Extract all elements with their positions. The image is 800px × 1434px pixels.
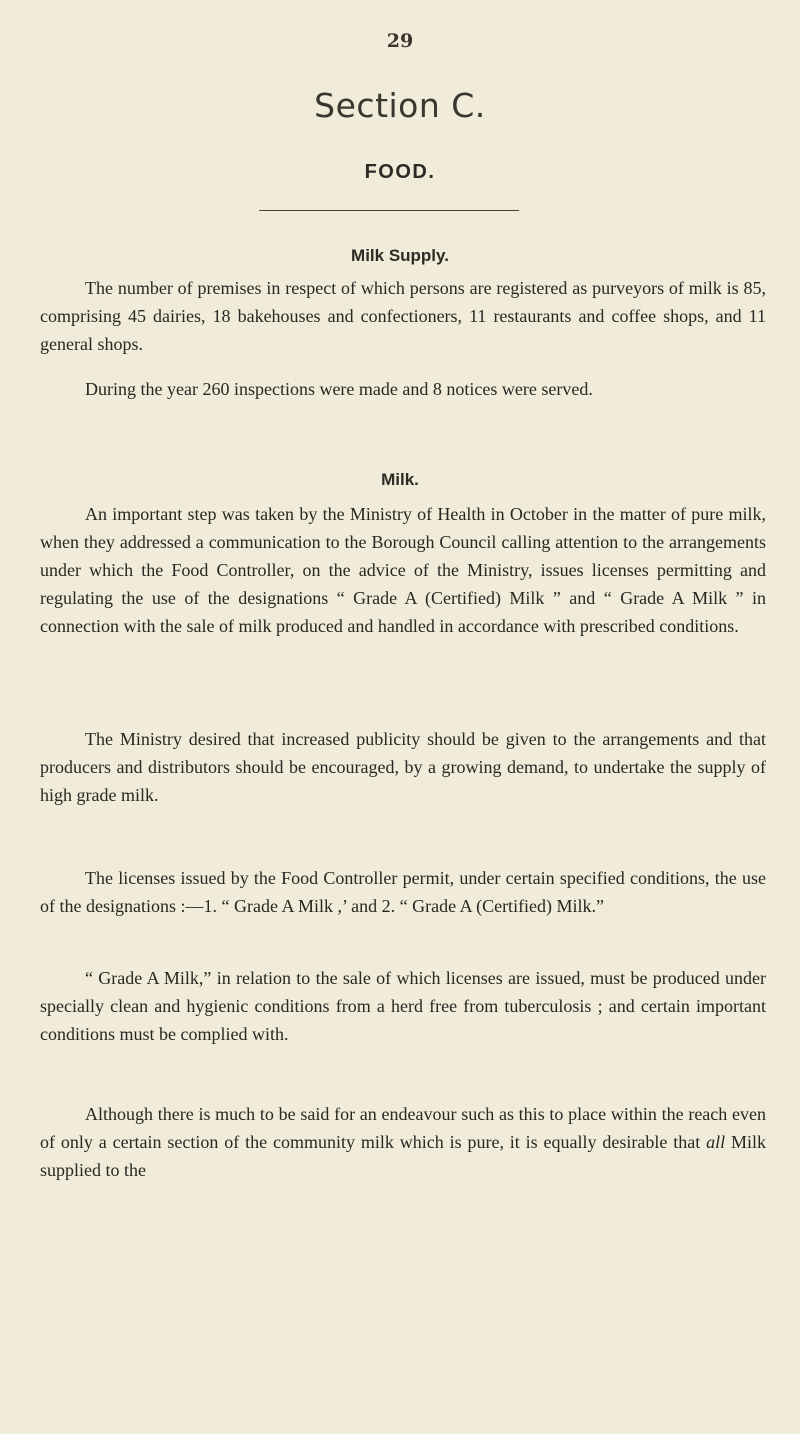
milk-paragraph-5 — [40, 1100, 766, 1184]
milk-supply-paragraph-1: The number of premises in respect of which persons are registered as purveyors of milk is 85, comprising 45 dairies, 18 bakehouses and confectioners, 11 restaurants and coffee shops, and 11 general shops. — [40, 278, 766, 354]
milk-paragraph-5-text-b: Milk supplied to the — [40, 1132, 767, 1180]
milk-supply-paragraph-2: During the year 260 inspections were made and 8 notices were served. — [85, 379, 593, 399]
section-title: Section C. — [314, 86, 486, 125]
page-number: 29 — [386, 30, 414, 52]
milk-supply-heading: Milk Supply. — [351, 246, 449, 265]
milk-paragraph-3: The licenses issued by the Food Controller permit, under certain specified conditions, the use of the designations :—1. “ Grade A Milk ,’ and 2. “ Grade A (Certified) Milk.” — [40, 868, 766, 916]
milk-paragraph-4: “ Grade A Milk,” in relation to the sale of which licenses are issued, must be produced under specially clean and hygienic conditions from a herd free from tuberculosis ; and certain important conditions must be complied with. — [40, 968, 766, 1044]
heading-divider — [259, 210, 519, 211]
milk-heading: Milk. — [381, 470, 419, 489]
milk-paragraph-2: The Ministry desired that increased publicity should be given to the arrangements and that producers and distributors should be encouraged, by a growing demand, to undertake the supply of high grade milk. — [40, 729, 766, 805]
milk-paragraph-5-text-a: Although there is much to be said for an endeavour such as this to place within the reach even of only a certain section of the community milk which is pure, it is equally desirable that — [40, 1104, 766, 1152]
milk-paragraph-5-emphasis: all — [706, 1132, 726, 1152]
food-heading: FOOD. — [364, 161, 436, 183]
milk-paragraph-1: An important step was taken by the Ministry of Health in October in the matter of pure milk, when they addressed a communication to the Borough Council calling attention to the arrangements under which the Food Controller, on the advice of the Ministry, issues licenses permitting and regulating the use of the designations “ Grade A (Certified) Milk ” and “ Grade A Milk ” in connection with the sale of milk produced and handled in accordance with prescribed conditions. — [40, 504, 766, 636]
